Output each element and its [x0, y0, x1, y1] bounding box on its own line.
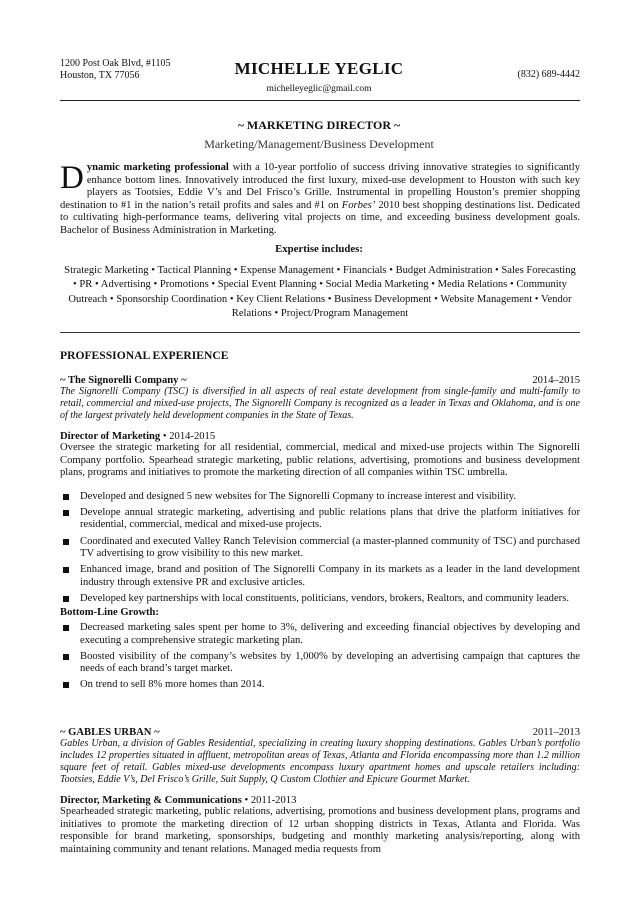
list-item [60, 651, 580, 676]
drop-cap: D [60, 160, 84, 196]
bullet-separator: • [150, 279, 160, 291]
bullet-separator: • [148, 265, 158, 276]
skill-item: Sponsorship Coordination [116, 293, 228, 305]
skills-list [62, 264, 578, 321]
bullet-separator: • [107, 293, 117, 305]
skill-item: Financials [343, 265, 387, 276]
list-item-text: Enhanced image, brand and position of The Signorelli Company in its markets as a leader in the land development industry through extensive PR and exclusive articles. [80, 564, 580, 588]
bullet-separator: • [532, 293, 541, 305]
square-bullet-icon [63, 539, 69, 545]
resume-title: ~ MARKETING DIRECTOR ~ [237, 118, 401, 132]
list-item-text: On trend to sell 8% more homes than 2014. [80, 679, 265, 691]
summary-paragraph [60, 162, 580, 238]
list-item-text: Coordinated and executed Valley Ranch Television commercial (a master-planned community of TSC) and purchased TV advertising to grow visibility to this new market. [80, 535, 580, 560]
role-summary: Oversee the strategic marketing for all residential, commercial, medical and mixed-use projects within The Signorelli Company portfolio. Spearhead strategic marketing, public relations, advertising, promotions and business development plans, programs and initiatives to promote the marketing direction of all companies within TSC umbrella. [60, 442, 580, 479]
list-item [60, 564, 580, 589]
list-item-text: Developed key partnerships with local constituents, politicians, vendors, brokers, Realtors, and community leaders. [80, 592, 569, 604]
candidate-name: MICHELLE YEGLIC [234, 59, 404, 78]
list-item [60, 593, 580, 606]
square-bullet-icon [63, 494, 69, 500]
skill-item: Key Client Relations [236, 293, 326, 305]
skill-item: Expense Management [240, 265, 334, 276]
list-item-text: Boosted visibility of the company’s websites by 1,000% by developing an advertising campaign that captures the needs of each brand’s target market. [80, 650, 580, 675]
skill-item: Advertising [100, 279, 151, 291]
role-title: Director, Marketing & Communications [60, 795, 242, 806]
bullet-separator: • [428, 279, 438, 291]
square-bullet-icon [63, 596, 69, 602]
summary-text-b: 2010 best shopping destinations list. Dedicated to cultivating high-performance teams, delivering vital projects on time, and exceeding business development goals. Bachelor of Business Administration in Marketing. [60, 199, 580, 236]
square-bullet-icon [63, 567, 69, 573]
achievement-list [60, 491, 580, 606]
bullet-separator: • [492, 265, 502, 276]
bullet-separator: • [431, 293, 441, 305]
address-line-2: Houston, TX 77056 [60, 70, 140, 81]
company-name: ~ The Signorelli Company ~ [60, 375, 187, 386]
list-item [60, 507, 580, 532]
skill-item: Project/Program Management [280, 307, 409, 319]
company-name: ~ GABLES URBAN ~ [60, 727, 160, 738]
bullet-separator: • [316, 279, 326, 291]
role-title: Director of Marketing [60, 431, 161, 442]
list-item-text: Decreased marketing sales spent per home to 3%, delivering and exceeding financial objectives by developing and executing a comprehensive strategic marketing plan. [80, 622, 580, 646]
bullet-separator: • [231, 265, 241, 276]
resume-subtitle: Marketing/Management/Business Development [204, 137, 434, 151]
bottom-line-list [60, 622, 580, 692]
summary-lead: ynamic marketing professional [86, 162, 229, 173]
skill-item: Strategic Marketing [64, 265, 149, 276]
role-dates: 2011-2013 [250, 795, 297, 806]
skill-item: Business Development [334, 293, 432, 305]
job-gables [60, 727, 580, 856]
skill-item: Media Relations [437, 279, 508, 291]
square-bullet-icon [63, 510, 69, 516]
company-description: The Signorelli Company (TSC) is diversified in all aspects of real estate development from single-family and multi-family to retail, commercial and mixed-use projects, The Signorelli Company is recognized as a leader in Texas and Oklahoma, and is one of the largest privately held development companies in the State of Texas. [60, 386, 580, 421]
skill-item: PR [79, 279, 93, 291]
skill-item: Tactical Planning [157, 265, 232, 276]
skill-item: Special Event Planning [217, 279, 317, 291]
experience-heading: PROFESSIONAL EXPERIENCE [60, 349, 229, 362]
square-bullet-icon [63, 654, 69, 660]
bullet-separator: • [271, 307, 281, 319]
list-item [60, 679, 580, 692]
company-description: Gables Urban, a division of Gables Residential, specializing in creating luxury shopping destinations. Gables Urban’s portfolio includes 12 properties situated in affluent, metropolitan areas of Texas, Atlanta and Florida encompassing more than 1.2 million square feet of retail. Gables mixed-use developments encompass luxury apartment homes and upscale retailers including: Tootsies, Eddie V’s, Del Frisco’s Grille, Suit Supply, Q Custom Clothier and Epicure Gourmet Market. [60, 738, 580, 785]
email-address: michelleyeglic@gmail.com [266, 84, 372, 94]
job-dates: 2011–2013 [532, 727, 580, 738]
address-line-1: 1200 Post Oak Blvd, #1105 [60, 58, 171, 69]
skill-item: Sales Forecasting [501, 265, 576, 276]
skill-item: Community Outreach [68, 279, 567, 305]
bullet-separator: • [92, 279, 101, 291]
list-item-text: Developed and designed 5 new websites for The Signorelli Copmany to increase interest and visibility. [80, 490, 517, 502]
skill-item: Vendor Relations [231, 293, 572, 319]
bullet-separator: • [227, 293, 237, 305]
job-dates: 2014–2015 [532, 375, 580, 386]
bullet-separator: • [325, 293, 335, 305]
list-item [60, 622, 580, 647]
list-item-text: Develope annual strategic marketing, advertising and public relations plans that drive the platform initiatives for residential, commercial, medical and mixed-use projects. [80, 506, 580, 531]
phone-number: (832) 689-4442 [517, 69, 580, 80]
bullet-separator: • [507, 279, 517, 291]
expertise-heading: Expertise includes: [275, 243, 363, 255]
list-item [60, 536, 580, 561]
skill-item: Promotions [159, 279, 209, 291]
square-bullet-icon [63, 682, 69, 688]
role-line: Director, Marketing & Communications • 2011-2013 [60, 795, 297, 806]
bullet-separator: • [333, 265, 343, 276]
summary-source: Forbes’ [341, 199, 376, 211]
header-divider [60, 100, 580, 101]
square-bullet-icon [63, 625, 69, 631]
skill-item: Website Management [440, 293, 533, 305]
bullet-separator: • [208, 279, 218, 291]
job-signorelli [60, 375, 580, 696]
skill-item: Budget Administration [395, 265, 493, 276]
role-summary: Spearheaded strategic marketing, public relations, advertising, promotions and business development plans, programs and initiatives to promote the marketing direction of 12 urban shopping districts in Texas, Atlanta and Florida. Was responsible for brand marketing, sponsorships, budgeting and monthly marketing analysis/reporting, along with maintaining community and tenant relations. Managed media requests from [60, 806, 580, 855]
summary-text-a: with a 10-year portfolio of success driving innovative strategies to significantly enhance bottom lines. Innovatively introduced the first luxury, mixed-use development to Houston with such key players as Tootsies, Eddie V’s and Del Frisco’s Grille. Instrumental in propelling Houston’s premier shopping destination to #1 in the nation’s retail profits and sales and #1 on [60, 162, 580, 211]
role-dates: 2014-2015 [169, 431, 216, 442]
bullet-separator: • [73, 279, 80, 291]
list-item [60, 491, 580, 504]
section-divider [60, 332, 580, 333]
bottom-line-label: Bottom-Line Growth: [60, 607, 159, 619]
role-line: Director of Marketing • 2014-2015 [60, 431, 216, 442]
skill-item: Social Media Marketing [325, 279, 429, 291]
bullet-separator: • [386, 265, 396, 276]
